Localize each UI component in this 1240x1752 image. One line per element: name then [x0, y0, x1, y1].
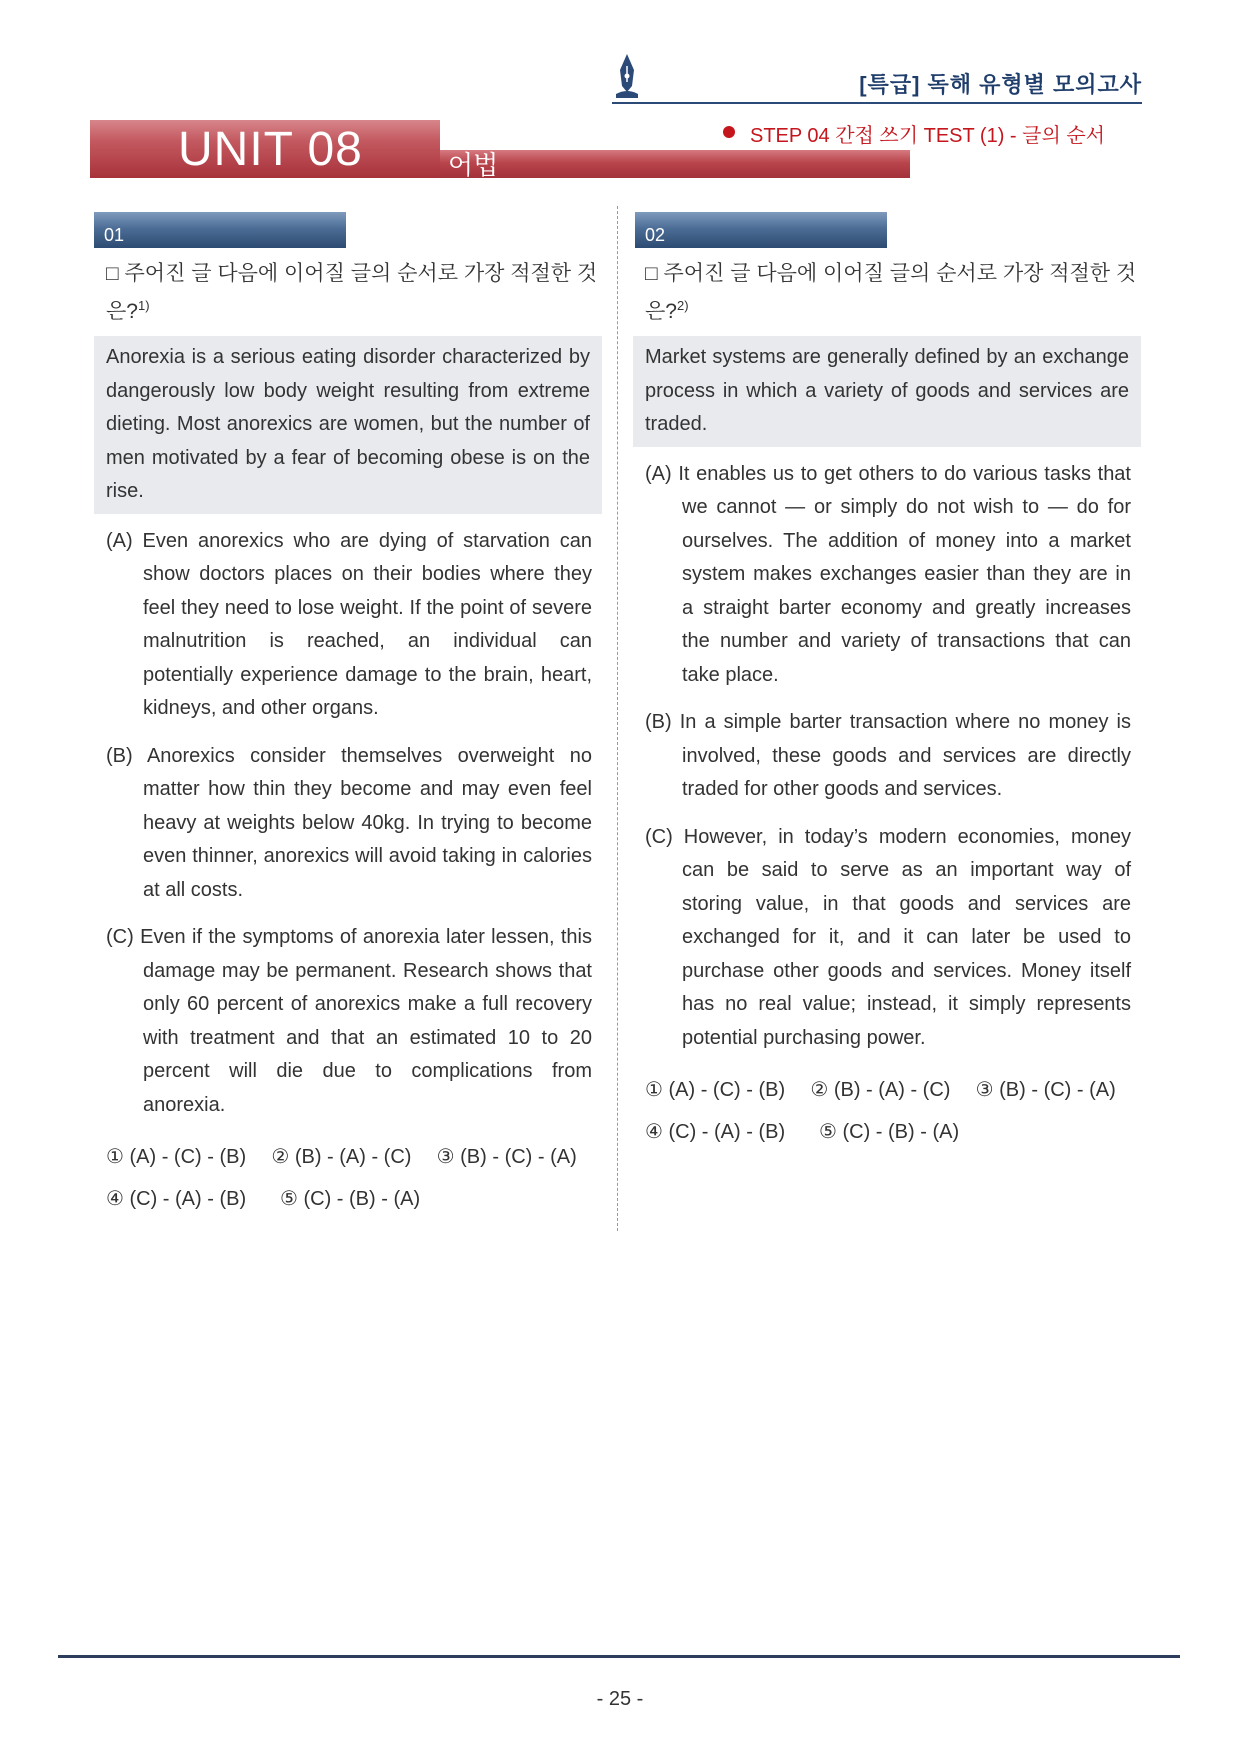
- question-02: [633, 258, 1141, 1153]
- unit-subtitle-bar: [440, 150, 910, 178]
- question-tab-01: [94, 212, 346, 248]
- fountain-pen-nib-icon: [612, 52, 642, 102]
- bullet-dot-icon: [723, 126, 735, 138]
- choice-1[interactable]: ① (A) - (C) - (B): [106, 1146, 247, 1168]
- question-number: 02: [645, 225, 666, 245]
- step-label: STEP 04 간접 쓰기 TEST (1) - 글의 순서: [750, 125, 1105, 147]
- question-instruction: □ 주어진 글 다음에 이어질 글의 순서로 가장 적절한 것은?$^{2)}$: [645, 262, 1137, 323]
- paragraph-c: (C) However, in today’s modern economies, money can be said to serve as an important way of storing value, in that goods and services are exchanged for it, and it can later be used to purchase other goods and services. Money itself has no real value; instead, it simply represents potential purchasing power.: [645, 825, 1131, 1049]
- choice-2[interactable]: ② (B) - (A) - (C): [271, 1146, 412, 1168]
- footnote-marker: 1): [137, 298, 150, 313]
- answer-choices: [94, 1136, 602, 1220]
- paragraph-c: (C) Even if the symptoms of anorexia later lessen, this damage may be permanent. Research shows that only 60 percent of anorexics make a full recovery with treatment and that an estimated 10 to 20 percent will die due to complications from anorexia.: [106, 926, 592, 1116]
- unit-title: UNIT 08: [178, 123, 363, 176]
- unit-subtitle: 어법: [448, 150, 499, 180]
- choice-2[interactable]: ② (B) - (A) - (C): [810, 1079, 951, 1101]
- choice-3[interactable]: ③ (B) - (C) - (A): [436, 1146, 577, 1168]
- footnote-marker: 2): [676, 298, 689, 313]
- question-01: [94, 258, 602, 1220]
- question-tab-02: [635, 212, 887, 248]
- paragraph-a: (A) Even anorexics who are dying of starvation can show doctors places on their bodies where they feel they need to lose weight. If the point of severe malnutrition is reached, an individual can potentially experience damage to the brain, heart, kidneys, and other organs.: [106, 529, 592, 719]
- paragraph-b: (B) Anorexics consider themselves overweight no matter how thin they become and may even feel heavy at weights below 40kg. In trying to become even thinner, anorexics will avoid taking in calories at all costs.: [106, 744, 592, 901]
- choice-4[interactable]: ④ (C) - (A) - (B): [645, 1121, 786, 1143]
- choice-5[interactable]: ⑤ (C) - (B) - (A): [280, 1188, 421, 1210]
- given-passage: Market systems are generally defined by an exchange process in which a variety of goods and services are traded.: [633, 336, 1141, 447]
- paragraph-a: (A) It enables us to get others to do various tasks that we cannot — or simply do not wish to — do for ourselves. The addition of money into a market system makes exchanges easier than they are in a straight barter economy and greatly increases the number and variety of transactions that can take place.: [645, 462, 1131, 686]
- column-divider: [617, 206, 618, 1231]
- choice-4[interactable]: ④ (C) - (A) - (B): [106, 1188, 247, 1210]
- choice-1[interactable]: ① (A) - (C) - (B): [645, 1079, 786, 1101]
- choice-5[interactable]: ⑤ (C) - (B) - (A): [819, 1121, 960, 1143]
- question-number: 01: [104, 225, 125, 245]
- answer-choices: [633, 1069, 1141, 1153]
- choice-3[interactable]: ③ (B) - (C) - (A): [975, 1079, 1116, 1101]
- header-rule: [612, 102, 1142, 104]
- paragraph-b: (B) In a simple barter transaction where no money is involved, these goods and services are directly traded for other goods and services.: [645, 711, 1131, 800]
- footer-rule: [58, 1655, 1180, 1658]
- given-passage: Anorexia is a serious eating disorder characterized by dangerously low body weight resulting from extreme dieting. Most anorexics are women, but the number of men motivated by a fear of becoming obese is on the rise.: [94, 336, 602, 514]
- question-instruction: □ 주어진 글 다음에 이어질 글의 순서로 가장 적절한 것은?$^{1)}$: [106, 262, 598, 323]
- book-title: [특급] 독해 유형별 모의고사: [859, 72, 1142, 97]
- page-number: - 25 -: [596, 1688, 644, 1710]
